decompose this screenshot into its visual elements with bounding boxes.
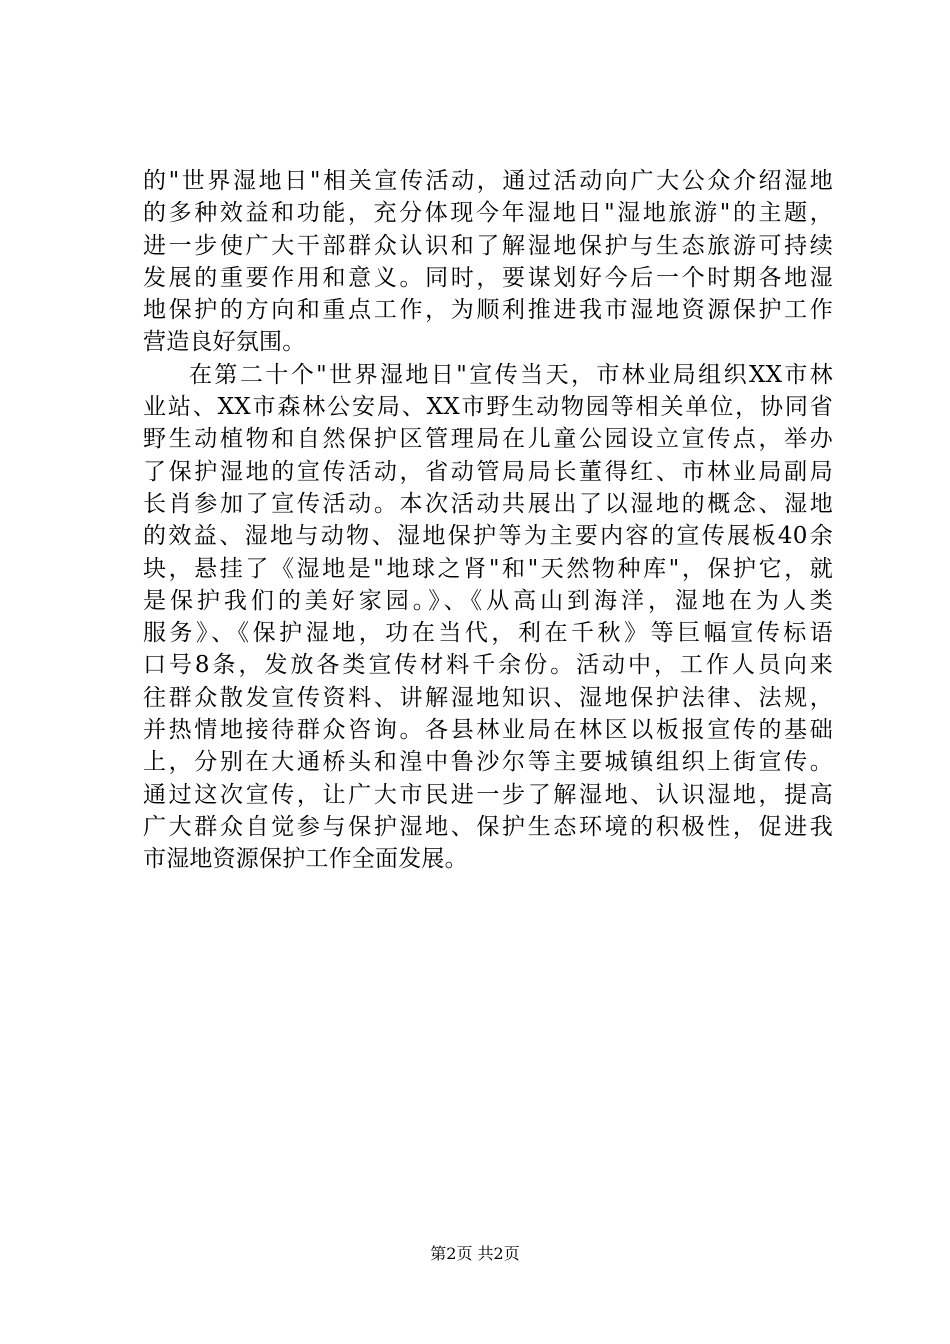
text-line: 往群众散发宣传资料、讲解湿地知识、湿地保护法律、法规，	[143, 684, 833, 711]
text-line: 服务》、《保护湿地，功在当代，利在千秋》等巨幅宣传标语	[143, 620, 833, 647]
text-line: 地保护的方向和重点工作，为顺利推进我市湿地资源保护工作	[143, 297, 833, 324]
body-text	[143, 165, 833, 876]
text-line: 的多种效益和功能，充分体现今年湿地日"湿地旅游"的主题，	[143, 200, 833, 227]
text-line: 业站、XX市森林公安局、XX市野生动物园等相关单位，协同省	[143, 394, 833, 421]
text-line: 通过这次宣传，让广大市民进一步了解湿地、认识湿地，提高	[143, 781, 833, 808]
text-line: 广大群众自觉参与保护湿地、保护生态环境的积极性，促进我	[143, 813, 833, 840]
text-line: 的"世界湿地日"相关宣传活动，通过活动向广大公众介绍湿地	[143, 168, 833, 194]
text-line: 上，分别在大通桥头和湟中鲁沙尔等主要城镇组织上街宣传。	[143, 749, 833, 776]
page-footer: 第2页 共2页	[430, 1244, 520, 1263]
paragraph-start-line: 在第二十个"世界湿地日"宣传当天，市林业局组织XX市林	[189, 361, 833, 388]
text-line: 的效益、湿地与动物、湿地保护等为主要内容的宣传展板40余	[143, 523, 833, 550]
text-line: 营造良好氛围。	[143, 329, 306, 356]
text-line: 口号8条，发放各类宣传材料千余份。活动中，工作人员向来	[143, 652, 833, 679]
text-line: 了保护湿地的宣传活动，省动管局局长董得红、市林业局副局	[143, 458, 833, 485]
text-line: 野生动植物和自然保护区管理局在儿童公园设立宣传点，举办	[143, 426, 833, 453]
text-line: 发展的重要作用和意义。同时，要谋划好今后一个时期各地湿	[143, 264, 833, 291]
text-line: 是保护我们的美好家园。》、《从高山到海洋，湿地在为人类	[143, 587, 833, 614]
text-line: 并热情地接待群众咨询。各县林业局在林区以板报宣传的基础	[143, 717, 833, 744]
text-line: 长肖参加了宣传活动。本次活动共展出了以湿地的概念、湿地	[143, 490, 833, 517]
text-line: 块，悬挂了《湿地是"地球之肾"和"天然物种库"，保护它，就	[143, 555, 833, 582]
text-line: 进一步使广大干部群众认识和了解湿地保护与生态旅游可持续	[143, 232, 833, 259]
text-line: 市湿地资源保护工作全面发展。	[143, 846, 468, 873]
